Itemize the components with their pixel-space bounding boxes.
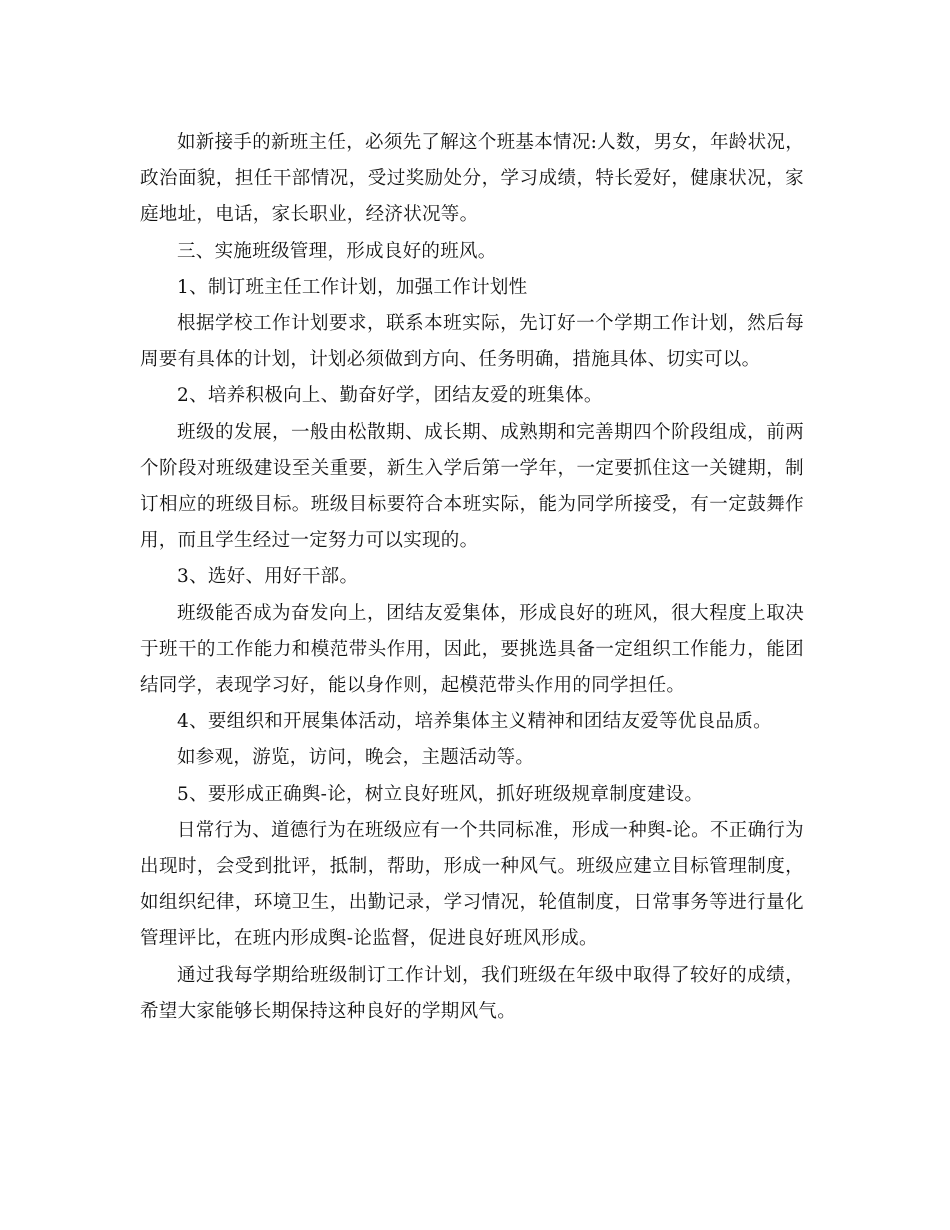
heading-item-3: 3、选好、用好干部。 — [177, 566, 359, 588]
paragraph-item-3: 班级能否成为奋发向上，团结友爱集体，形成良好的班风，很大程度上取决于班干的工作能力和模范带头作用，因此，要挑选具备一定组织工作能力，能团结同学，表现学习好，能以身作则，起模范带头作用的同学担任。 — [140, 602, 804, 697]
heading-item-1: 1、制订班主任工作计划，加强工作计划性 — [177, 276, 528, 298]
document-body — [140, 125, 804, 1030]
heading-item-5: 5、要形成正确舆-论，树立良好班风，抓好班级规章制度建设。 — [177, 783, 704, 805]
heading-item-4: 4、要组织和开展集体活动，培养集体主义精神和团结友爱等优良品质。 — [177, 711, 772, 733]
paragraph-item-1: 根据学校工作计划要求，联系本班实际，先订好一个学期工作计划，然后每周要有具体的计划，计划必须做到方向、任务明确，措施具体、切实可以。 — [140, 313, 804, 371]
paragraph-item-5: 日常行为、道德行为在班级应有一个共同标准，形成一种舆-论。不正确行为出现时，会受到批评，抵制，帮助，形成一种风气。班级应建立目标管理制度，如组织纪律，环境卫生，出勤记录，学习情况，轮值制度，日常事务等进行量化管理评比，在班内形成舆-论监督，促进良好班风形成。 — [140, 819, 804, 950]
heading-section-3: 三、实施班级管理，形成良好的班风。 — [177, 240, 497, 262]
heading-item-2: 2、培养积极向上、勤奋好学，团结友爱的班集体。 — [177, 385, 603, 407]
paragraph-conclusion: 通过我每学期给班级制订工作计划，我们班级在年级中取得了较好的成绩，希望大家能够长期保持这种良好的学期风气。 — [140, 964, 804, 1022]
paragraph-item-4: 如参观，游览，访问，晚会，主题活动等。 — [177, 747, 535, 769]
paragraph-item-2: 班级的发展，一般由松散期、成长期、成熟期和完善期四个阶段组成，前两个阶段对班级建设至关重要，新生入学后第一学年，一定要抓住这一关键期，制订相应的班级目标。班级目标要符合本班实际，能为同学所接受，有一定鼓舞作用，而且学生经过一定努力可以实现的。 — [140, 421, 804, 552]
paragraph-intro-info: 如新接手的新班主任，必须先了解这个班基本情况:人数，男女，年龄状况，政治面貌，担任干部情况，受过奖励处分，学习成绩，特长爱好，健康状况，家庭地址，电话，家长职业，经济状况等。 — [140, 132, 804, 226]
